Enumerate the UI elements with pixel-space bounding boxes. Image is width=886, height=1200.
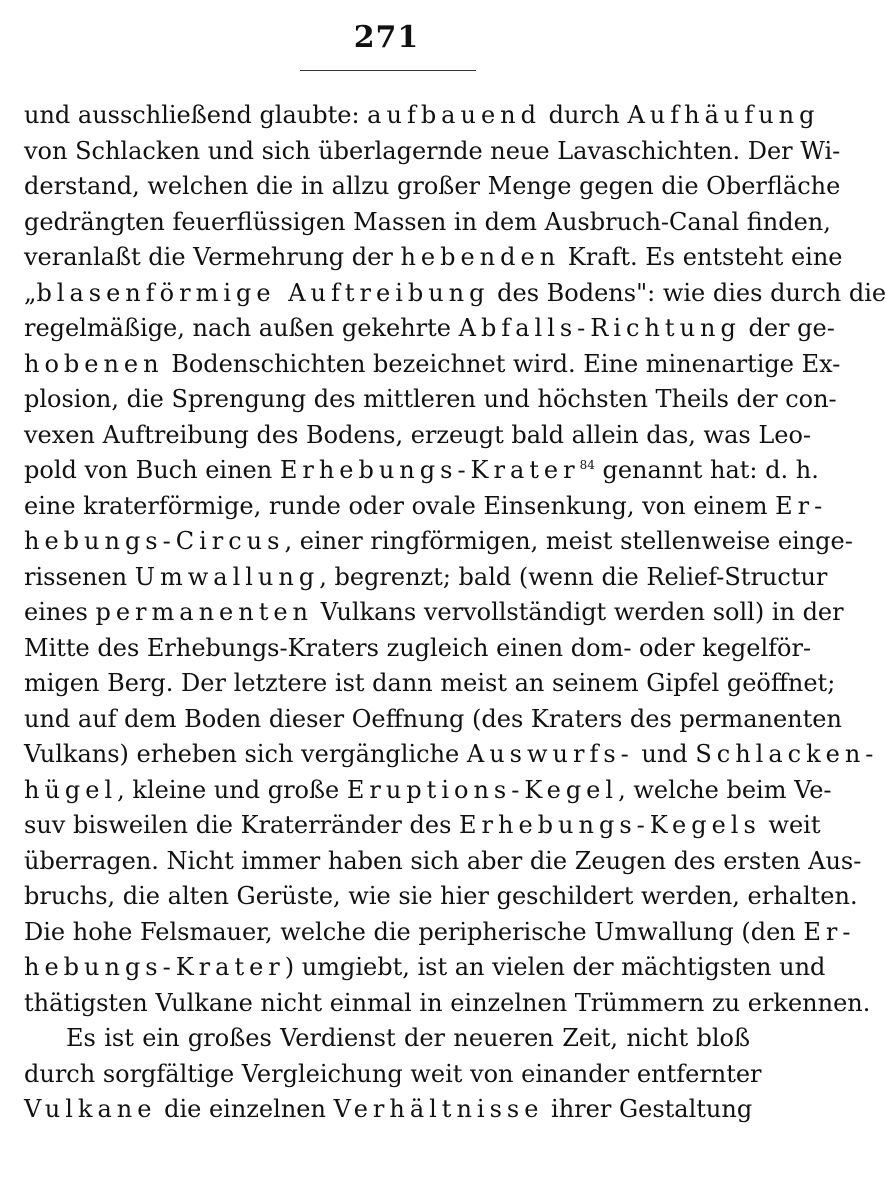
emphasized-text: Auswurfs-	[466, 740, 634, 768]
body-text	[24, 98, 886, 1128]
text-line: und auf dem Boden dieser Oeffnung (des Kraters des permanenten	[24, 704, 842, 733]
text-line: durch sorgfältige Vergleichung weit von einander entfernter	[24, 1059, 762, 1088]
text-line: suv bisweilen die Kraterränder des Erhebungs-Kegels weit	[24, 811, 821, 839]
text-line: plosion, die Sprengung des mittleren und höchsten Theils der con-	[24, 385, 837, 413]
text-line: Vulkans) erheben sich vergängliche Auswurfs- und Schlacken-	[24, 740, 879, 768]
emphasized-text: hebenden	[400, 243, 561, 271]
footnote-ref[interactable]: 84	[579, 458, 595, 472]
emphasized-text: hobenen	[24, 349, 164, 378]
text-line: vexen Auftreibung des Bodens, erzeugt bald allein das, was Leo-	[24, 420, 812, 449]
text-line: regelmäßige, nach außen gekehrte Abfalls-Richtung der ge-	[24, 314, 835, 342]
text-line: veranlaßt die Vermehrung der hebenden Kraft. Es entsteht eine	[24, 243, 843, 271]
text-line: rissenen Umwallung, begrenzt; bald (wenn die Relief-Structur	[24, 562, 828, 591]
text-line: gedrängten feuerflüssigen Massen in dem Ausbruch-Canal finden,	[24, 207, 831, 236]
text-line: pold von Buch einen Erhebungs-Krater$^{84}$ genannt hat: d. h.	[24, 456, 819, 484]
text-line: hebungs-Krater) umgiebt, ist an vielen der mächtigsten und	[24, 953, 826, 981]
text-line: von Schlacken und sich überlagernde neue Lavaschichten. Der Wi-	[24, 136, 841, 165]
emphasized-text: hügel	[24, 775, 118, 804]
emphasized-text: Eruptions-Kegel	[346, 775, 619, 804]
emphasized-text: blasenförmige Auftreibung	[36, 278, 490, 307]
text-line: eine kraterförmige, runde oder ovale Einsenkung, von einem Er-	[24, 491, 828, 520]
text-line: hebungs-Circus, einer ringförmigen, meist stellenweise einge-	[24, 527, 853, 555]
text-line: Mitte des Erhebungs-Kraters zugleich einen dom- oder kegelför-	[24, 633, 812, 662]
emphasized-text: Schlacken-	[695, 740, 879, 768]
emphasized-text: Er-	[803, 917, 856, 946]
text-line: derstand, welchen die in allzu großer Menge gegen die Oberfläche	[24, 172, 841, 200]
emphasized-text: Erhebungs-Krater	[279, 456, 580, 484]
text-line: und ausschließend glaubte: aufbauend durch Aufhäufung	[24, 101, 820, 129]
emphasized-text: Abfalls-Richtung	[458, 314, 741, 342]
emphasized-text: Erhebungs-Kegels	[459, 811, 761, 839]
emphasized-text: hebungs-Circus	[24, 527, 285, 555]
emphasized-text: Vulkane	[24, 1095, 157, 1123]
text-line: Die hohe Felsmauer, welche die peripherische Umwallung (den Er-	[24, 917, 856, 946]
text-line: Es ist ein großes Verdienst der neueren Zeit, nicht bloß	[66, 1024, 750, 1052]
emphasized-text: permanenten	[95, 598, 314, 626]
emphasized-text: Er-	[775, 491, 828, 520]
text-line: hügel, kleine und große Eruptions-Kegel, welche beim Ve-	[24, 775, 832, 804]
text-line: bruchs, die alten Gerüste, wie sie hier geschildert werden, erhalten.	[24, 882, 858, 910]
page-number: 271	[353, 20, 420, 55]
text-line: hobenen Bodenschichten bezeichnet wird. Eine minenartige Ex-	[24, 349, 841, 378]
emphasized-text: Verhältnisse	[333, 1095, 544, 1123]
text-line: thätigsten Vulkane nicht einmal in einzelnen Trümmern zu erkennen.	[24, 988, 871, 1017]
text-line: Vulkane die einzelnen Verhältnisse ihrer Gestaltung	[24, 1095, 753, 1123]
text-line: überragen. Nicht immer haben sich aber die Zeugen des ersten Aus-	[24, 846, 862, 875]
emphasized-text: Umwallung	[134, 562, 320, 591]
text-line: „blasenförmige Auftreibung des Bodens": wie dies durch die	[24, 278, 886, 307]
emphasized-text: hebungs-Krater	[24, 953, 285, 981]
emphasized-text: aufbauend	[367, 101, 541, 129]
emphasized-text: Aufhäufung	[627, 101, 820, 129]
text-line: eines permanenten Vulkans vervollständigt werden soll) in der	[24, 598, 844, 626]
header-rule	[300, 70, 476, 71]
text-line: migen Berg. Der letztere ist dann meist an seinem Gipfel geöffnet;	[24, 669, 836, 697]
